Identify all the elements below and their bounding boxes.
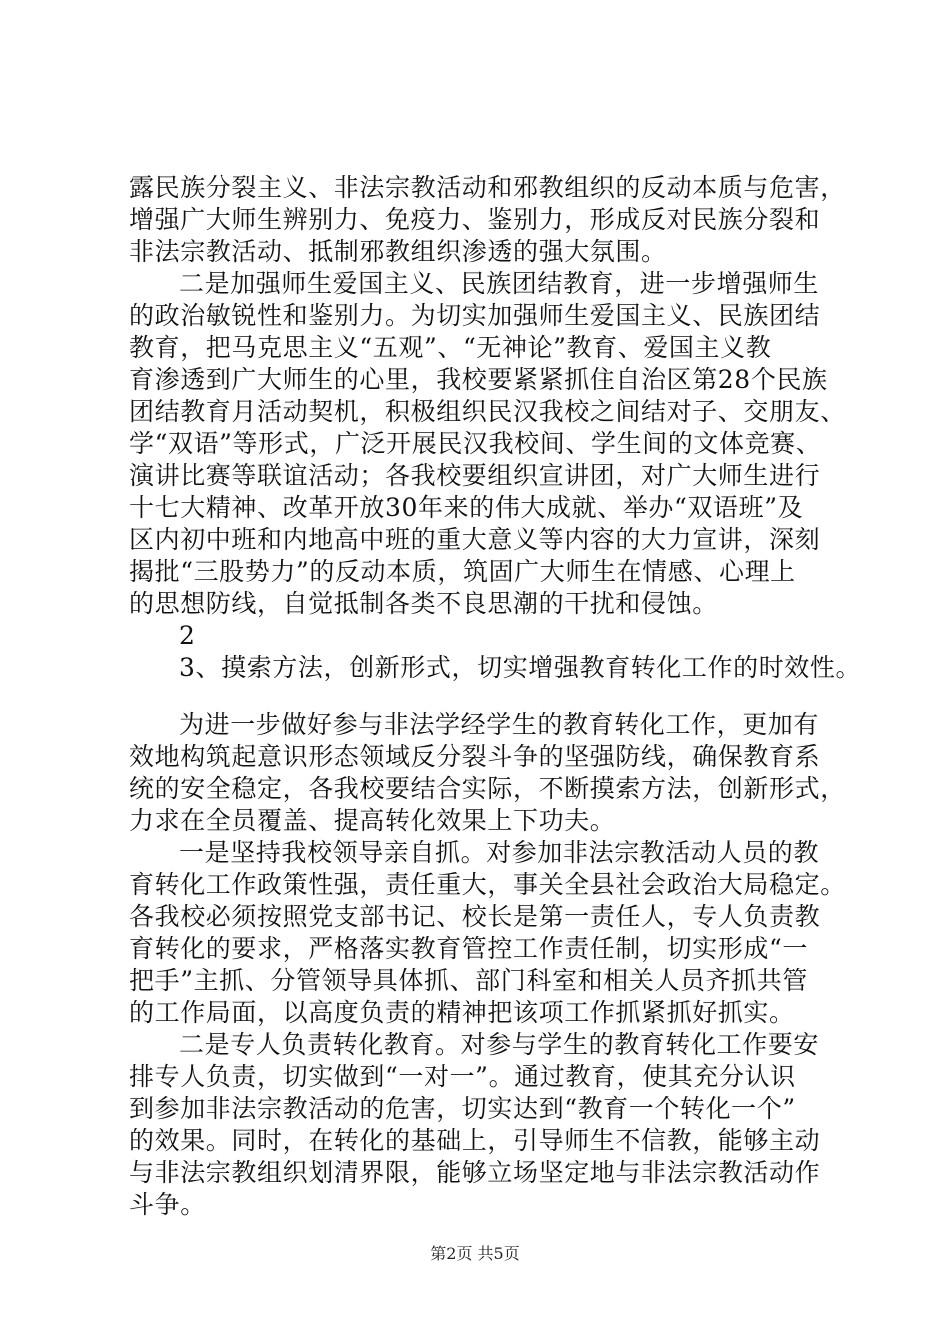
text-line: 到参加非法宗教活动的危害，切实达到“教育一个转化一个” xyxy=(129,1094,796,1123)
text-line: 的效果。同时，在转化的基础上，引导师生不信教，能够主动 xyxy=(129,1126,821,1155)
text-line: 各我校必须按照党支部书记、校长是第一责任人，专人负责教 xyxy=(129,902,821,931)
text-line: 的工作局面，以高度负责的精神把该项工作抓紧抓好抓实。 xyxy=(129,998,795,1027)
text-line: 育转化工作政策性强，责任重大，事关全县社会政治大局稳定。 xyxy=(129,870,846,899)
text-line: 斗争。 xyxy=(129,1190,206,1219)
text-line: 团结教育月活动契机，积极组织民汉我校之间结对子、交朋友、 xyxy=(129,397,846,426)
text-line: 演讲比赛等联谊活动；各我校要组织宣讲团，对广大师生进行 xyxy=(129,461,821,490)
text-line: 区内初中班和内地高中班的重大意义等内容的大力宣讲，深刻 xyxy=(129,525,821,554)
page-footer: 第2页 共5页 xyxy=(430,1244,520,1263)
text-line: 力求在全员覆盖、提高转化效果上下功夫。 xyxy=(129,806,616,835)
text-line: 统的安全稳定，各我校要结合实际，不断摸索方法，创新形式， xyxy=(129,774,846,803)
paragraph-start: 一是坚持我校领导亲自抓。对参加非法宗教活动人员的教 xyxy=(179,838,820,867)
text-line: 的政治敏锐性和鉴别力。为切实加强师生爱国主义、民族团结 xyxy=(129,301,821,330)
text-line: 的思想防线，自觉抵制各类不良思潮的干扰和侵蚀。 xyxy=(129,589,718,618)
text-line: 教育，把马克思主义“五观”、“无神论”教育、爱国主义教 xyxy=(129,333,772,362)
text-line: 排专人负责，切实做到“一对一”。通过教育，使其充分认识 xyxy=(129,1062,796,1091)
paragraph-start: 二是加强师生爱国主义、民族团结教育，进一步增强师生 xyxy=(179,269,820,298)
text-line: 学“双语”等形式，广泛开展民汉我校间、学生间的文体竞赛、 xyxy=(129,429,822,458)
text-line: 效地构筑起意识形态领域反分裂斗争的坚强防线，确保教育系 xyxy=(129,742,821,771)
text-line: 十七大精神、改革开放30年来的伟大成就、举办“双语班”及 xyxy=(129,493,804,522)
text-line: 2 xyxy=(179,621,196,650)
text-line: 露民族分裂主义、非法宗教活动和邪教组织的反动本质与危害， xyxy=(129,173,846,202)
text-line: 育转化的要求，严格落实教育管控工作责任制，切实形成“一 xyxy=(129,934,808,963)
text-line: 揭批“三股势力”的反动本质，筑固广大师生在情感、心理上 xyxy=(129,557,796,586)
paragraph-start: 二是专人负责转化教育。对参与学生的教育转化工作要安 xyxy=(179,1030,820,1059)
text-line: 与非法宗教组织划清界限，能够立场坚定地与非法宗教活动作 xyxy=(129,1158,821,1187)
paragraph-start: 为进一步做好参与非法学经学生的教育转化工作，更加有 xyxy=(179,710,820,739)
text-line: 把手”主抓、分管领导具体抓、部门科室和相关人员齐抓共管 xyxy=(129,966,808,995)
section-heading: 3、摸索方法，创新形式，切实增强教育转化工作的时效性。 xyxy=(179,653,862,682)
text-line: 非法宗教活动、抵制邪教组织渗透的强大氛围。 xyxy=(129,237,667,266)
text-line: 增强广大师生辨别力、免疫力、鉴别力，形成反对民族分裂和 xyxy=(129,205,821,234)
text-line: 育渗透到广大师生的心里，我校要紧紧抓住自治区第28个民族 xyxy=(129,365,828,394)
